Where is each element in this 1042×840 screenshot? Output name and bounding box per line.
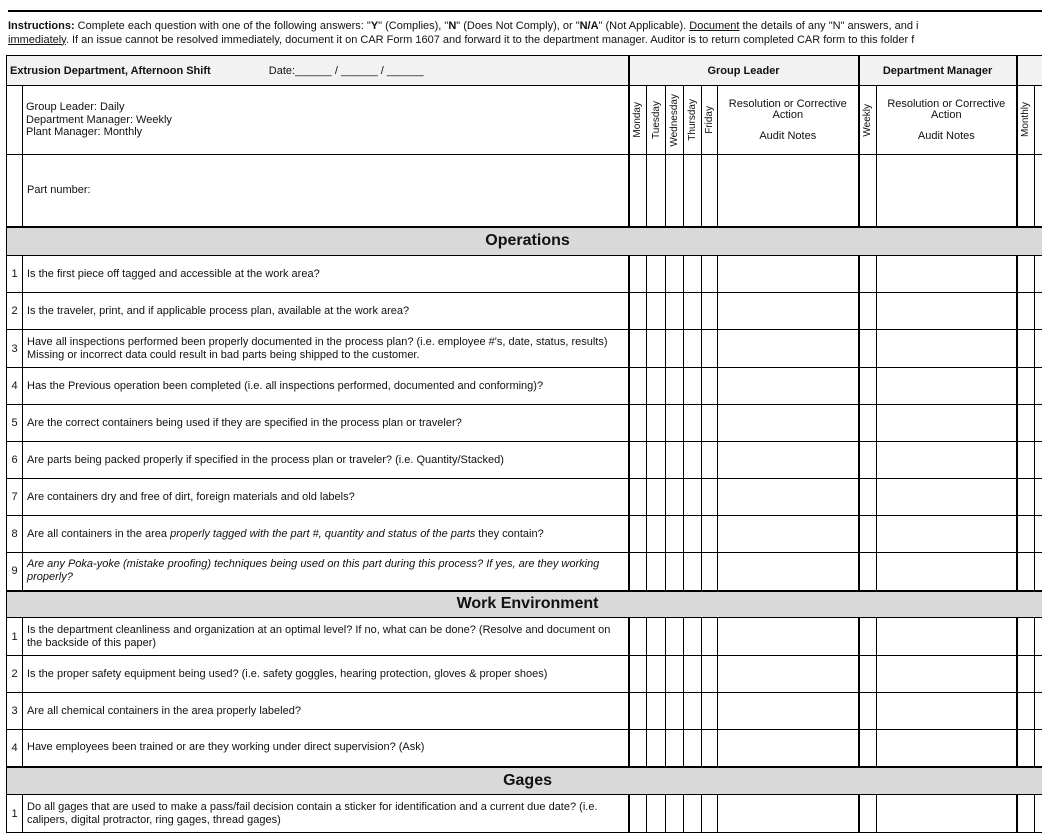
- question-text: Are the correct containers being used if they are specified in the process plan or traveler?: [23, 405, 629, 442]
- question-text: Has the Previous operation been completed (i.e. all inspections performed, documented and conforming)?: [23, 368, 629, 405]
- section-work-environment: [7, 591, 1042, 618]
- question-row: 5 Are the correct containers being used if they are specified in the process plan or traveler?: [7, 405, 1042, 442]
- question-row: 1 Is the department cleanliness and organization at an optimal level? If no, what can be done? (Resolve and document on the backside of this paper): [7, 618, 1042, 656]
- plant-manager-header: [1017, 56, 1042, 86]
- question-row: 8 Are all containers in the area properly tagged with the part #, quantity and status of the parts they contain?: [7, 516, 1042, 553]
- question-text: Are any Poka-yoke (mistake proofing) techniques being used on this part during this process? If yes, are they working properly?: [23, 553, 629, 591]
- part-number-row: [7, 155, 1042, 227]
- question-text: Have all inspections performed been properly documented in the process plan? (i.e. employee #'s, date, status, results) Missing or incorrect data could result in bad parts being shipped to the customer.: [23, 330, 629, 368]
- group-leader-resolution-header: Resolution or Corrective Action Audit Notes: [718, 86, 859, 155]
- department-name: Extrusion Department, Afternoon Shift: [10, 64, 211, 77]
- section-title: Work Environment: [7, 591, 1042, 618]
- part-number-field[interactable]: Part number:: [23, 155, 629, 227]
- manager-resolution-header: Resolution or Corrective Action Audit Notes: [877, 86, 1017, 155]
- group-leader-header: Group Leader: [629, 56, 859, 86]
- question-row: 1 Do all gages that are used to make a pass/fail decision contain a sticker for identification and a current due date? (i.e. calipers, digital protractor, ring gages, thread gages): [7, 795, 1042, 833]
- header-row: [7, 56, 1042, 86]
- question-row: 1 Is the first piece off tagged and accessible at the work area?: [7, 256, 1042, 293]
- question-text: Are containers dry and free of dirt, foreign materials and old labels?: [23, 479, 629, 516]
- day-tuesday: Tuesday: [647, 86, 666, 155]
- question-row: 9 Are any Poka-yoke (mistake proofing) techniques being used on this part during this process? If yes, are they working properly?: [7, 553, 1042, 591]
- question-text: Are all containers in the area properly tagged with the part #, quantity and status of the parts they contain?: [23, 516, 629, 553]
- frequency-row: [7, 86, 1042, 155]
- question-row: 2 Is the traveler, print, and if applicable process plan, available at the work area?: [7, 293, 1042, 330]
- instructions-label: Instructions:: [8, 20, 75, 32]
- question-text: Is the traveler, print, and if applicable process plan, available at the work area?: [23, 293, 629, 330]
- question-text: Is the department cleanliness and organization at an optimal level? If no, what can be done? (Resolve and document on the backside of this paper): [23, 618, 629, 656]
- question-text: Are all chemical containers in the area properly labeled?: [23, 693, 629, 730]
- date-field[interactable]: Date:______ / ______ / ______: [268, 64, 424, 77]
- question-row: 2 Is the proper safety equipment being used? (i.e. safety goggles, hearing protection, gloves & proper shoes): [7, 656, 1042, 693]
- monthly-header: Monthly: [1017, 86, 1035, 155]
- question-row: 3 Are all chemical containers in the area properly labeled?: [7, 693, 1042, 730]
- section-title: Operations: [7, 227, 1042, 256]
- department-shift-header: [7, 56, 629, 86]
- instructions: Instructions: Complete each question with one of the following answers: "Y" (Complies), "N" (Does Not Comply), or "N/A" (Not Applicable). Document the details of any "N" answers, and i immediately. If an issue cannot be resolved immediately, document it on CAR Form 1607 and forward it to the department manager. Auditor is to return completed CAR form to this folder f: [8, 10, 1042, 54]
- day-wednesday: Wednesday: [666, 86, 684, 155]
- day-friday: Friday: [702, 86, 718, 155]
- question-row: 3 Have all inspections performed been properly documented in the process plan? (i.e. employee #'s, date, status, results) Missing or incorrect data could result in bad parts being shipped to the customer.: [7, 330, 1042, 368]
- question-text: Is the first piece off tagged and accessible at the work area?: [23, 256, 629, 293]
- day-monday: Monday: [629, 86, 647, 155]
- department-manager-header: Department Manager: [859, 56, 1017, 86]
- question-text: Do all gages that are used to make a pass/fail decision contain a sticker for identification and a current due date? (i.e. calipers, digital protractor, ring gages, thread gages): [23, 795, 629, 833]
- section-operations: [7, 227, 1042, 256]
- section-title: Gages: [7, 767, 1042, 795]
- question-row: 7 Are containers dry and free of dirt, foreign materials and old labels?: [7, 479, 1042, 516]
- weekly-header: Weekly: [859, 86, 877, 155]
- question-text: Are parts being packed properly if specified in the process plan or traveler? (i.e. Quantity/Stacked): [23, 442, 629, 479]
- question-text: Is the proper safety equipment being used? (i.e. safety goggles, hearing protection, gloves & proper shoes): [23, 656, 629, 693]
- audit-frequency: Group Leader: Daily Department Manager: Weekly Plant Manager: Monthly: [23, 86, 629, 155]
- question-text: Have employees been trained or are they working under direct supervision? (Ask): [23, 730, 629, 767]
- audit-checklist-table: [6, 55, 1042, 833]
- question-row: 6 Are parts being packed properly if specified in the process plan or traveler? (i.e. Quantity/Stacked): [7, 442, 1042, 479]
- section-gages: [7, 767, 1042, 795]
- question-row: 4 Has the Previous operation been completed (i.e. all inspections performed, documented and conforming)?: [7, 368, 1042, 405]
- question-row: 4 Have employees been trained or are they working under direct supervision? (Ask): [7, 730, 1042, 767]
- day-thursday: Thursday: [684, 86, 702, 155]
